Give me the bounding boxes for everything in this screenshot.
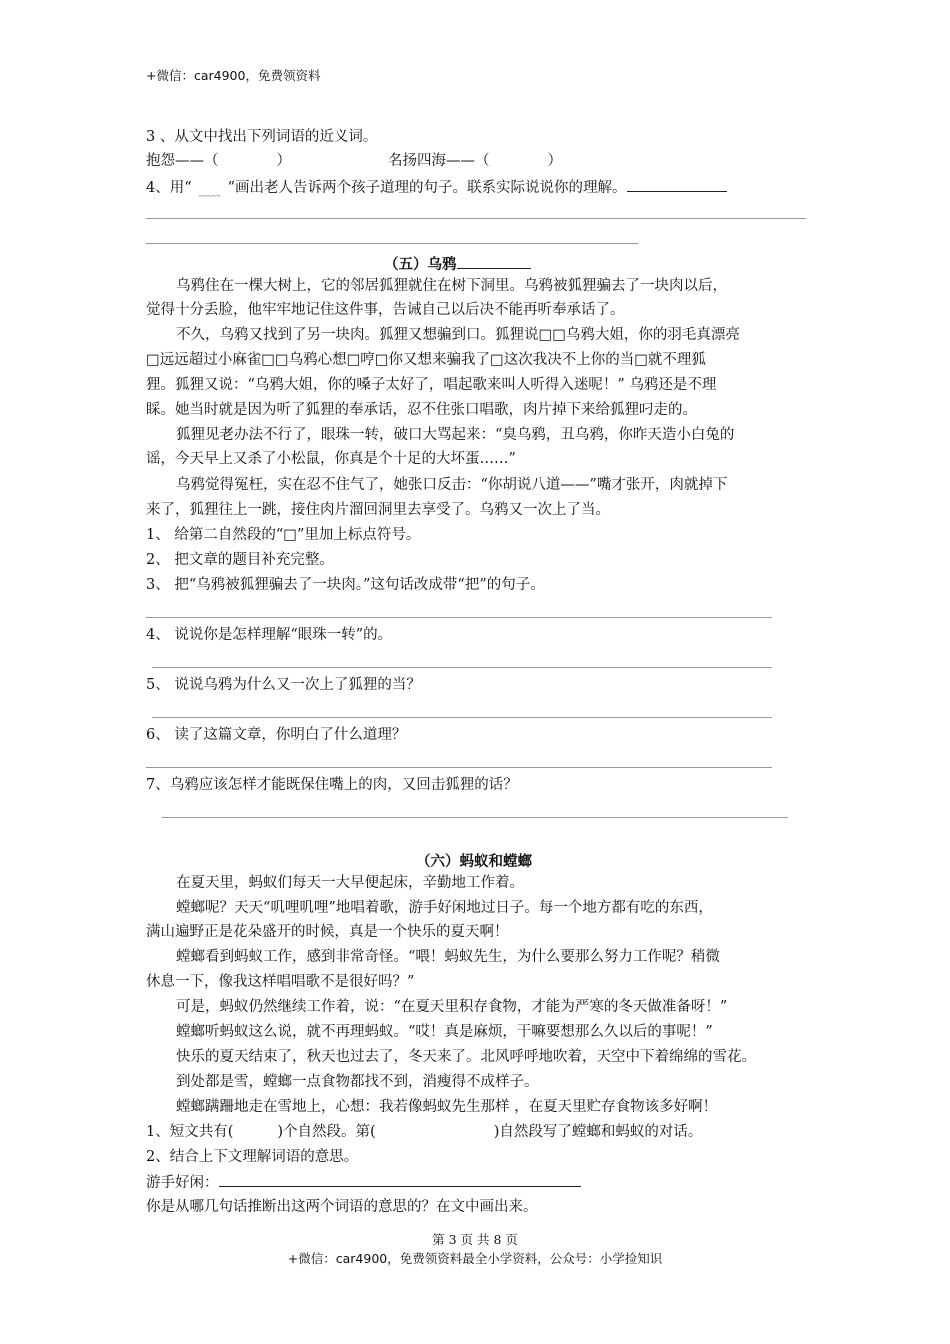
q3-synonym-b bbox=[388, 151, 562, 171]
q1-text-c: )自然段写了螳螂和蚂蚁的对话。 bbox=[493, 1124, 703, 1140]
paragraph-line: 快乐的夏天结束了，秋天也过去了，冬天来了。北风呼呼地吹着，天空中下着绵绵的雪花。 bbox=[176, 1049, 756, 1065]
paragraph-line: 可是，蚂蚁仍然继续工作着，说：“在夏天里积存食物，才能为严寒的冬天做准备呀！” bbox=[176, 999, 728, 1015]
wavy-line-icon: ﹏﹏ bbox=[198, 185, 221, 198]
question-item: 4、 说说你是怎样理解“眼珠一转”的。 bbox=[146, 627, 393, 643]
paragraph-line: 休息一下，像我这样唱唱歌不是很好吗？” bbox=[146, 974, 415, 990]
q3-b-label: 名扬四海——（ bbox=[388, 153, 490, 169]
title-blank[interactable] bbox=[457, 254, 531, 269]
section-five-title bbox=[384, 253, 531, 274]
term-line bbox=[146, 1172, 581, 1193]
paragraph-line: 螳螂蹒跚地走在雪地上，心想：我若像蚂蚁先生那样 ，在夏天里贮存食物该多好啊！ bbox=[176, 1099, 718, 1115]
paragraph-line: 满山遍野正是花朵盛开的时候，真是一个快乐的夏天啊！ bbox=[146, 924, 509, 940]
paragraph-line: 乌鸦觉得冤枉，实在忍不住气了，她张口反击：“你胡说八道——”嘴才张开，肉就掉下 bbox=[176, 477, 728, 493]
header-note: +微信：car4900，免费领资料 bbox=[146, 68, 321, 83]
q3-b-close: ） bbox=[547, 153, 562, 169]
question-item: 5、 说说乌鸦为什么又一次上了狐狸的当？ bbox=[146, 677, 421, 693]
answer-line[interactable] bbox=[146, 767, 772, 768]
question-item: 3、 把“乌鸦被狐狸骗去了一块肉。”这句话改成带“把”的句子。 bbox=[146, 577, 545, 593]
answer-line[interactable] bbox=[146, 218, 806, 219]
paragraph-line: □远远超过小麻雀□□乌鸦心想□哼□你又想来骗我了□这次我决不上你的当□就不理狐 bbox=[146, 352, 706, 368]
answer-blank[interactable] bbox=[219, 1172, 581, 1187]
answer-blank[interactable] bbox=[627, 177, 727, 192]
paragraph-line: 觉得十分丢脸，他牢牢地记住这件事，告诫自己以后决不能再听奉承话了。 bbox=[146, 302, 625, 318]
q3-synonym-a bbox=[146, 151, 291, 171]
paragraph-line: 螳螂呢？天天“叽哩叽哩”地唱着歌，游手好闲地过日子。每一个地方都有吃的东西， bbox=[176, 900, 713, 916]
page-number: 第 3 页 共 8 页 bbox=[432, 1232, 518, 1247]
paragraph-line: 狸。狐狸又说：“乌鸦大姐，你的嗓子太好了，唱起歌来叫人听得入迷呢！” 乌鸦还是不理 bbox=[146, 377, 717, 393]
paragraph-line: 螳螂看到蚂蚁工作，感到非常奇怪。“喂！蚂蚁先生，为什么要那么努力工作呢？稍微 bbox=[176, 949, 720, 965]
answer-line[interactable] bbox=[162, 817, 788, 818]
paragraph-line: 来了，狐狸往上一跳，接住肉片溜回洞里去享受了。乌鸦又一次上了当。 bbox=[146, 502, 610, 518]
question-item: 7、乌鸦应该怎样才能既保住嘴上的肉，又回击狐狸的话？ bbox=[146, 777, 518, 793]
paragraph-line: 乌鸦住在一棵大树上，它的邻居狐狸就住在树下洞里。乌鸦被狐狸骗去了一块肉以后， bbox=[176, 278, 727, 294]
question-item: 6、 读了这篇文章，你明白了什么道理？ bbox=[146, 727, 407, 743]
q3-a-close: ） bbox=[276, 153, 291, 169]
question-item: 2、 把文章的题目补充完整。 bbox=[146, 552, 334, 568]
paragraph-line: 到处都是雪，螳螂一点食物都找不到，消瘦得不成样子。 bbox=[176, 1074, 539, 1090]
answer-line[interactable] bbox=[152, 667, 772, 668]
q3-a-label: 抱怨——（ bbox=[146, 153, 219, 169]
term-label: 游手好闲： bbox=[146, 1175, 219, 1191]
paragraph-line: 螳螂听蚂蚁这么说，就不再理蚂蚁。“哎！真是麻烦，干嘛要想那么久以后的事呢！” bbox=[176, 1024, 713, 1040]
paragraph-line: 不久，乌鸦又找到了另一块肉。狐狸又想骗到口。狐狸说□□乌鸦大姐，你的羽毛真漂亮 bbox=[176, 327, 740, 343]
question-item: 1、 给第二自然段的“□”里加上标点符号。 bbox=[146, 527, 421, 543]
q1-text-a: 1、短文共有( bbox=[146, 1124, 234, 1140]
answer-line[interactable] bbox=[146, 617, 772, 618]
paragraph-line: 狐狸见老办法不行了，眼珠一转，破口大骂起来：“臭乌鸦，丑乌鸦，你昨天造小白兔的 bbox=[176, 427, 735, 443]
footer-note: +微信：car4900，免费领资料最全小学资料，公众号：小学捡知识 bbox=[287, 1251, 663, 1266]
q3-text: 3 、从文中找出下列词语的近义词。 bbox=[146, 129, 378, 145]
answer-line[interactable] bbox=[152, 717, 772, 718]
question-item-2: 2、结合上下文理解词语的意思。 bbox=[146, 1149, 359, 1165]
follow-question: 你是从哪几句话推断出这两个词语的意思的？在文中画出来。 bbox=[146, 1199, 538, 1215]
q4-text-a: 4、用“ bbox=[146, 180, 192, 196]
q4-text bbox=[146, 177, 727, 202]
paragraph-line: 谣，今天早上又杀了小松鼠，你真是个十足的大坏蛋……” bbox=[146, 451, 516, 467]
paragraph-line: 在夏天里，蚂蚁们每天一大早便起床，辛勤地工作着。 bbox=[176, 875, 524, 891]
section-five-title-text: （五）乌鸦 bbox=[384, 256, 457, 273]
q1-text-b: )个自然段。第( bbox=[277, 1124, 376, 1140]
question-item-1 bbox=[146, 1122, 702, 1142]
answer-line[interactable] bbox=[146, 243, 638, 244]
q4-text-b: ”画出老人告诉两个孩子道理的句子。联系实际说说你的理解。 bbox=[227, 180, 627, 196]
paragraph-line: 睬。她当时就是因为听了狐狸的奉承话，忍不住张口唱歌，肉片掉下来给狐狸叼走的。 bbox=[146, 402, 697, 418]
section-six-title: （六）蚂蚁和螳螂 bbox=[416, 853, 532, 870]
